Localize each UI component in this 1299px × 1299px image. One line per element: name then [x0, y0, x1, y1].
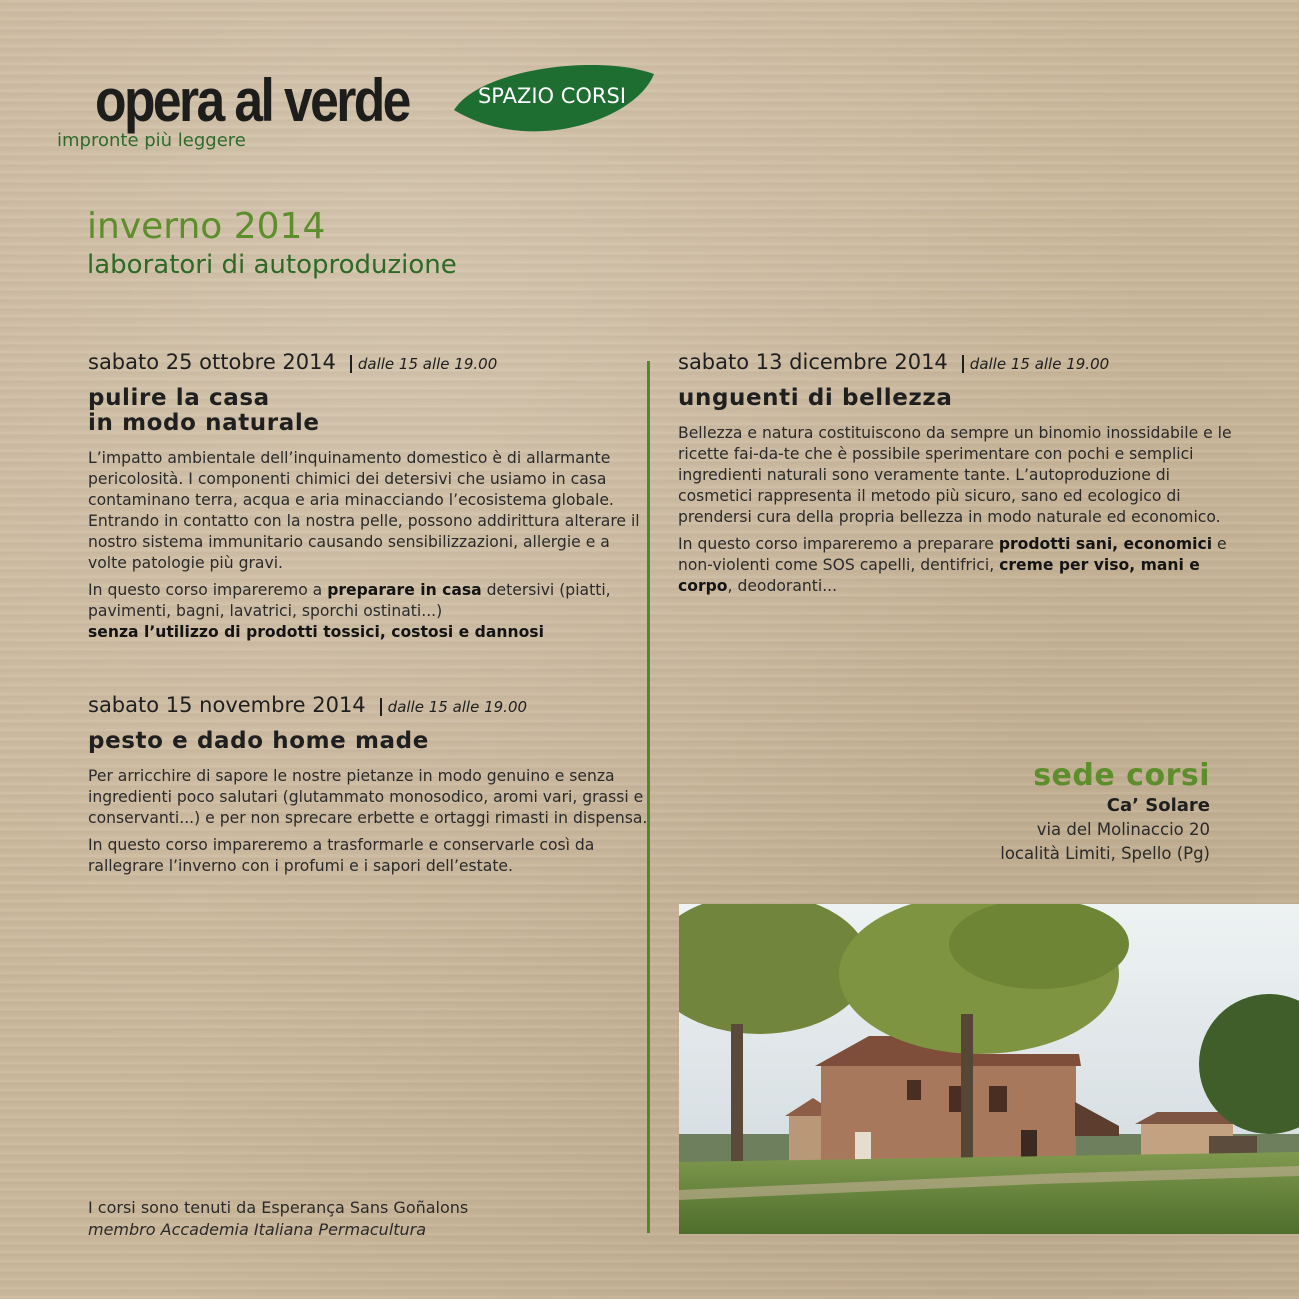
highlight-text: preparare in casa — [327, 581, 482, 599]
logo-tagline: impronte più leggere — [57, 130, 246, 151]
column-divider — [647, 361, 650, 1233]
course-time: dalle 15 alle 19.00 — [962, 355, 1109, 373]
series-subtitle: laboratori di autoproduzione — [87, 250, 457, 280]
text-span: In questo corso impareremo a preparare — [678, 535, 999, 553]
venue-address: via del Molinaccio 20 — [1036, 820, 1210, 839]
course-date: sabato 25 ottobre 2014 — [88, 350, 336, 374]
course-date: sabato 15 novembre 2014 — [88, 693, 366, 717]
course-card — [88, 350, 648, 649]
text-span: , deodoranti... — [727, 577, 838, 595]
course-goal — [88, 580, 648, 643]
venue-block — [1000, 758, 1210, 866]
venue-title: sede corsi — [1033, 758, 1210, 793]
course-description: Bellezza e natura costituiscono da sempre un binomio inossidabile e le ricette fai-da-te che è possibile sperimentare con pochi e semplici ingredienti naturali sono veramente tante. L’autoproduzione di cosmetici rappresenta il metodo più sicuro, sano ed ecologico di prendersi cura della propria bellezza in modo naturale ed economico. — [678, 424, 1232, 526]
course-time: dalle 15 alle 19.00 — [350, 355, 497, 373]
text-span: detersivi (piatti, pavimenti, bagni, lavatrici, sporchi ostinati...) — [88, 581, 611, 620]
badge-label: SPAZIO CORSI — [477, 84, 627, 108]
text-span: e non-violenti come SOS capelli, dentifrici, — [678, 535, 1227, 574]
course-title-line: pulire la casa — [88, 385, 270, 411]
credit-prefix: I corsi sono tenuti da — [88, 1198, 262, 1217]
course-title: pesto e dado home made — [88, 728, 429, 754]
venue-photo — [679, 904, 1299, 1234]
course-date-line — [88, 350, 648, 374]
venue-name: Ca’ Solare — [1106, 795, 1210, 816]
venue-locality: località Limiti, Spello (Pg) — [1000, 844, 1210, 863]
teacher-name: Esperança Sans Goñalons — [261, 1198, 469, 1217]
course-goal — [678, 534, 1238, 597]
course-card — [88, 693, 648, 883]
course-description: L’impatto ambientale dell’inquinamento domestico è di allarmante pericolosità. I componenti chimici dei detersivi che usiamo in casa contaminano terra, acqua e aria minacciando l’ecosistema globale. Entrando in contatto con la nostra pelle, possono addirittura alterare il nostro sistema immunitario causando sensibilizzazioni, allergie e a volte patologie più gravi. — [88, 449, 640, 572]
teacher-credit — [88, 1197, 468, 1241]
course-title-line: in modo naturale — [88, 410, 320, 436]
course-card — [678, 350, 1238, 603]
course-title — [88, 386, 648, 436]
season-title: inverno 2014 — [87, 206, 326, 247]
course-description: Per arricchire di sapore le nostre pietanze in modo genuino e senza ingredienti poco salutari (glutammato monosodico, aromi vari, grassi e conservanti...) e per non sprecare erbette e ortaggi rimasti in dispensa. — [88, 767, 648, 827]
highlight-text: prodotti sani, economici — [998, 535, 1213, 553]
course-title: unguenti di bellezza — [678, 385, 953, 411]
course-goal: In questo corso impareremo a trasformarle e conservarle così da rallegrare l’inverno con i profumi e i sapori dell’estate. — [88, 836, 595, 875]
teacher-role: membro Accademia Italiana Permacultura — [88, 1220, 427, 1239]
course-date-line — [88, 693, 648, 717]
course-date: sabato 13 dicembre 2014 — [678, 350, 948, 374]
course-time: dalle 15 alle 19.00 — [380, 698, 527, 716]
logo-title: opera al verde — [95, 67, 409, 134]
text-span: In questo corso impareremo a — [88, 581, 328, 599]
highlight-text: creme per viso, mani e corpo — [678, 556, 1200, 595]
highlight-text: senza l’utilizzo di prodotti tossici, costosi e dannosi — [88, 623, 544, 641]
course-date-line — [678, 350, 1238, 374]
